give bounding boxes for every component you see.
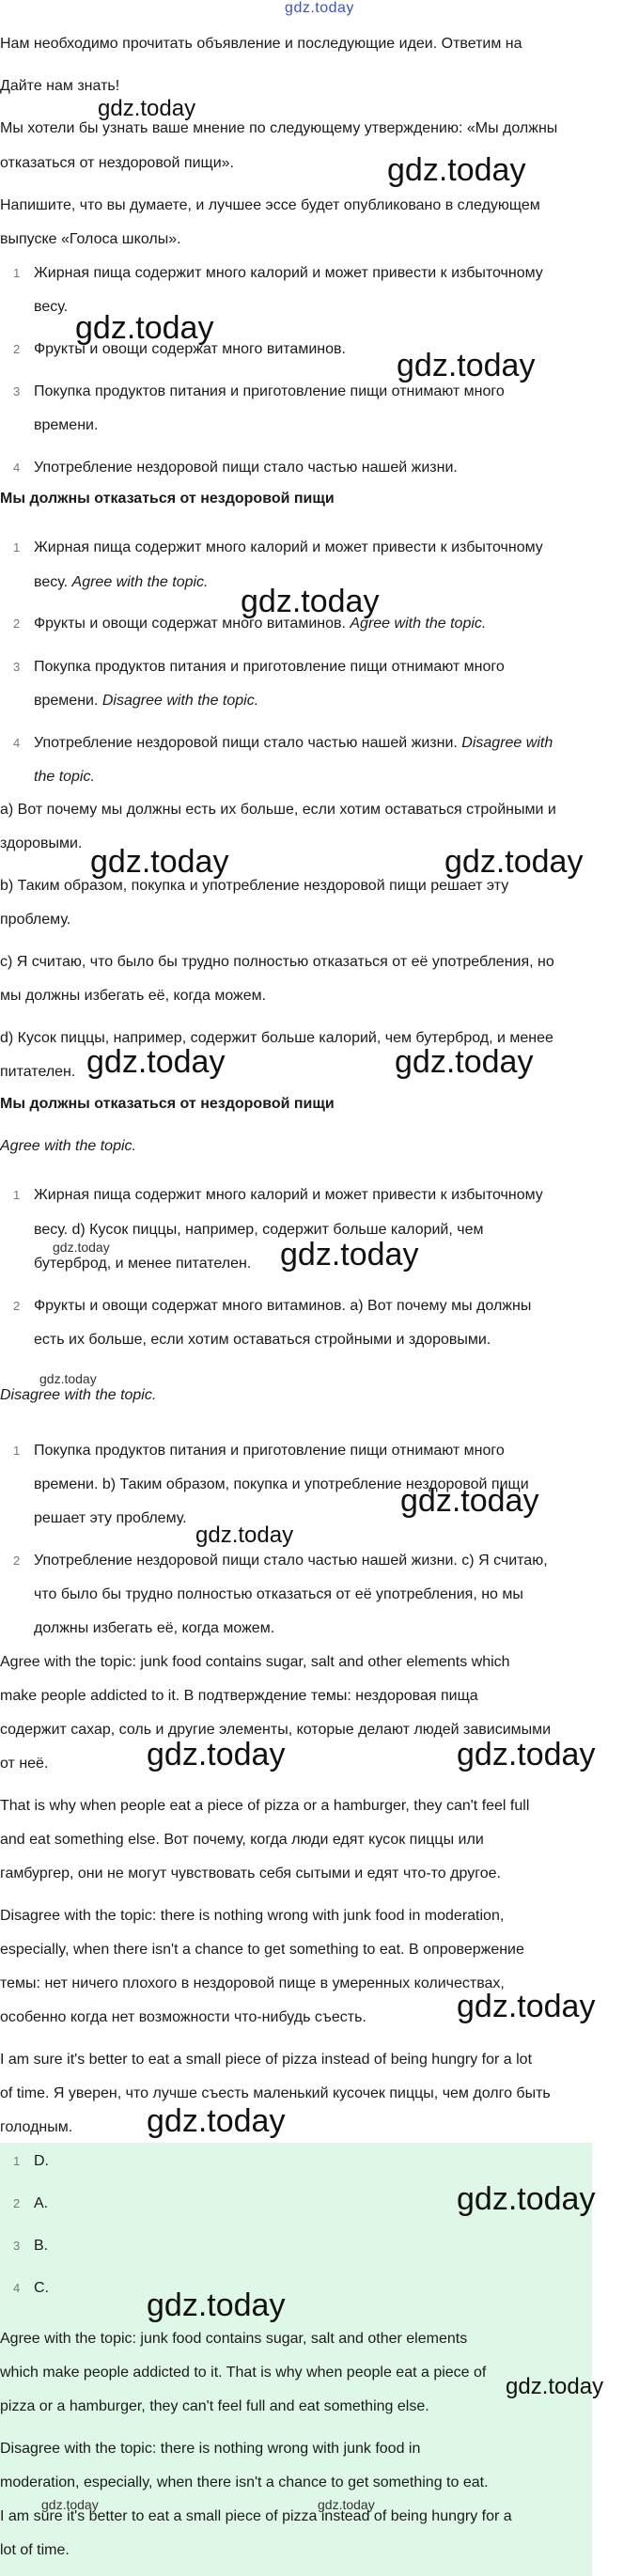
- answer-number: 3: [13, 2239, 21, 2253]
- watermark: gdz.today: [147, 2103, 286, 2139]
- watermark: gdz.today: [39, 1371, 97, 1386]
- list-number: 3: [13, 384, 21, 398]
- essay-line: That is why when people eat a piece of pizza or a hamburger, they can't feel full: [0, 1798, 530, 1814]
- list-item: Употребление нездоровой пищи стало частью нашей жизни. c) Я считаю,: [34, 1553, 548, 1569]
- list-item: бутерброд, и менее питателен.: [34, 1256, 252, 1272]
- topic-tag: Disagree with the topic.: [101, 693, 259, 709]
- essay-line: and eat something else. Вот почему, когда люди едят кусок пиццы или: [0, 1832, 484, 1848]
- list-item: Жирная пища содержит много калорий и может привести к избыточному: [34, 1187, 543, 1203]
- essay-line: голодным.: [0, 2119, 73, 2135]
- watermark: gdz.today: [444, 844, 584, 880]
- list-item: [34, 693, 258, 710]
- watermark: gdz.today: [387, 152, 526, 188]
- section-title: Мы должны отказаться от нездоровой пищи: [0, 1096, 335, 1112]
- section-title: Мы должны отказаться от нездоровой пищи: [0, 491, 335, 507]
- watermark: gdz.today: [147, 1737, 286, 1772]
- essay-line: гамбургер, они не могут чувствовать себя сытыми и едят что-то другое.: [0, 1866, 501, 1881]
- essay-line: Agree with the topic: junk food contains sugar, salt and other elements which: [0, 1654, 510, 1670]
- option-line: d) Кусок пиццы, например, содержит больше калорий, чем бутерброд, и менее: [0, 1030, 553, 1046]
- option-line: питателен.: [0, 1064, 76, 1080]
- watermark: gdz.today: [318, 2497, 375, 2512]
- watermark: gdz.today: [75, 310, 214, 346]
- list-item: времени.: [34, 417, 99, 433]
- list-item: Покупка продуктов питания и приготовление пищи отнимают много: [34, 659, 505, 675]
- list-number: 3: [13, 660, 21, 674]
- list-item: Жирная пища содержит много калорий и может привести к избыточному: [34, 265, 543, 281]
- item-text: времени.: [34, 693, 102, 709]
- final-line: Agree with the topic: junk food contains sugar, salt and other elements: [0, 2331, 468, 2347]
- essay-line: особенно когда нет возможности что-нибудь съесть.: [0, 2009, 366, 2025]
- list-number: 1: [13, 266, 21, 280]
- final-line: which make people addicted to it. That is why when people eat a piece of: [0, 2365, 487, 2381]
- essay-line: Disagree with the topic: there is nothing wrong with junk food in moderation,: [0, 1908, 505, 1924]
- list-item: Фрукты и овощи содержат много витаминов.: [34, 341, 346, 357]
- watermark: gdz.today: [41, 2497, 99, 2512]
- essay-line: especially, when there isn't a chance to get something to eat. В опровержение: [0, 1942, 524, 1958]
- list-item: времени. b) Таким образом, покупка и употребление нездоровой пищи: [34, 1476, 529, 1492]
- list-item: [34, 574, 208, 591]
- option-line: проблему.: [0, 912, 71, 928]
- list-item: [34, 735, 553, 752]
- watermark: gdz.today: [457, 1737, 596, 1772]
- watermark: gdz.today: [400, 1483, 539, 1519]
- topic-tag: Agree with the topic.: [71, 574, 209, 590]
- option-line: здоровыми.: [0, 835, 83, 851]
- option-line: b) Таким образом, покупка и употребление нездоровой пищи решает эту: [0, 878, 509, 894]
- intro-line: Напишите, что вы думаете, и лучшее эссе будет опубликовано в следующем: [0, 197, 540, 213]
- list-item: Покупка продуктов питания и приготовление пищи отнимают много: [34, 383, 505, 399]
- watermark: gdz.today: [147, 2287, 286, 2323]
- final-line: lot of time.: [0, 2542, 70, 2558]
- essay-line: of time. Я уверен, что лучше съесть маленький кусочек пиццы, чем долго быть: [0, 2085, 551, 2101]
- list-number: 1: [13, 540, 21, 554]
- watermark: gdz.today: [90, 844, 229, 880]
- list-item: Покупка продуктов питания и приготовление пищи отнимают много: [34, 1443, 505, 1459]
- list-item: что было бы трудно полностью отказаться от её употребления, но мы: [34, 1586, 523, 1602]
- list-item: решает эту проблему.: [34, 1510, 187, 1526]
- watermark: gdz.today: [53, 1240, 110, 1255]
- watermark: gdz.today: [98, 96, 196, 121]
- disagree-heading: Disagree with the topic.: [0, 1387, 157, 1403]
- final-line: I am sure it's better to eat a small piece of pizza instead of being hungry for a: [0, 2508, 512, 2524]
- final-line: moderation, especially, when there isn't a chance to get something to eat.: [0, 2475, 489, 2490]
- topic-tag: the topic.: [34, 769, 95, 785]
- item-text: Фрукты и овощи содержат много витаминов.: [34, 616, 351, 632]
- watermark: gdz.today: [280, 1237, 419, 1272]
- item-text: Употребление нездоровой пищи стало частью нашей жизни.: [34, 735, 462, 751]
- intro-line: отказаться от нездоровой пищи».: [0, 155, 234, 171]
- essay-line: make people addicted to it. В подтверждение темы: нездоровая пища: [0, 1688, 478, 1704]
- list-number: 2: [13, 1299, 21, 1313]
- top-watermark: gdz.today: [285, 0, 354, 16]
- list-number: 1: [13, 1188, 21, 1202]
- watermark: gdz.today: [457, 2181, 596, 2217]
- list-number: 1: [13, 1444, 21, 1458]
- watermark: gdz.today: [395, 1044, 534, 1080]
- answer-number: 4: [13, 2281, 21, 2295]
- answer-value: D.: [34, 2153, 49, 2169]
- watermark: gdz.today: [86, 1044, 226, 1080]
- essay-line: I am sure it's better to eat a small piece of pizza instead of being hungry for a lot: [0, 2052, 533, 2068]
- option-line: мы должны избегать её, когда можем.: [0, 988, 267, 1004]
- essay-line: от неё.: [0, 1756, 49, 1772]
- list-item: есть их больше, если хотим оставаться стройными и здоровыми.: [34, 1332, 491, 1348]
- final-line: pizza or a hamburger, they can't feel full and eat something else.: [0, 2398, 429, 2414]
- list-number: 2: [13, 1553, 21, 1568]
- answer-value: A.: [34, 2195, 49, 2211]
- topic-tag: Agree with the topic.: [350, 616, 487, 632]
- essay-line: содержит сахар, соль и другие элементы, которые делают людей зависимыми: [0, 1722, 552, 1738]
- list-item: Фрукты и овощи содержат много витаминов. a) Вот почему мы должны: [34, 1298, 532, 1314]
- list-item: [34, 616, 486, 632]
- list-number: 2: [13, 342, 21, 356]
- intro-line: Нам необходимо прочитать объявление и последующие идеи. Ответим на: [0, 36, 522, 52]
- agree-heading: Agree with the topic.: [0, 1138, 136, 1154]
- option-line: c) Я считаю, что было бы трудно полностью отказаться от её употребления, но: [0, 954, 554, 970]
- watermark: gdz.today: [506, 2374, 604, 2399]
- essay-line: темы: нет ничего плохого в нездоровой пище в умеренных количествах,: [0, 1975, 505, 1991]
- list-item: должны избегать её, когда можем.: [34, 1620, 275, 1636]
- list-item: Употребление нездоровой пищи стало частью нашей жизни.: [34, 460, 458, 476]
- answer-value: C.: [34, 2280, 49, 2296]
- list-item: весу. d) Кусок пиццы, например, содержит больше калорий, чем: [34, 1222, 484, 1238]
- final-line: Disagree with the topic: there is nothing wrong with junk food in: [0, 2441, 421, 2457]
- answer-number: 2: [13, 2196, 21, 2210]
- list-number: 4: [13, 461, 21, 475]
- item-text: весу.: [34, 574, 72, 590]
- answer-number: 1: [13, 2154, 21, 2168]
- list-number: 4: [13, 736, 21, 750]
- intro-line: Мы хотели бы узнать ваше мнение по следующему утверждению: «Мы должны: [0, 120, 558, 136]
- watermark: gdz.today: [397, 348, 536, 383]
- answer-value: B.: [34, 2238, 49, 2254]
- watermark: gdz.today: [241, 584, 380, 619]
- list-number: 2: [13, 617, 21, 631]
- intro-line: выпуске «Голоса школы».: [0, 231, 181, 247]
- list-item: Жирная пища содержит много калорий и может привести к избыточному: [34, 539, 543, 555]
- topic-tag: Disagree with: [461, 735, 553, 751]
- intro-line: Дайте нам знать!: [0, 78, 120, 94]
- watermark: gdz.today: [457, 1989, 596, 2024]
- list-item: весу.: [34, 299, 69, 315]
- watermark: gdz.today: [195, 1522, 294, 1548]
- option-line: a) Вот почему мы должны есть их больше, если хотим оставаться стройными и: [0, 802, 556, 818]
